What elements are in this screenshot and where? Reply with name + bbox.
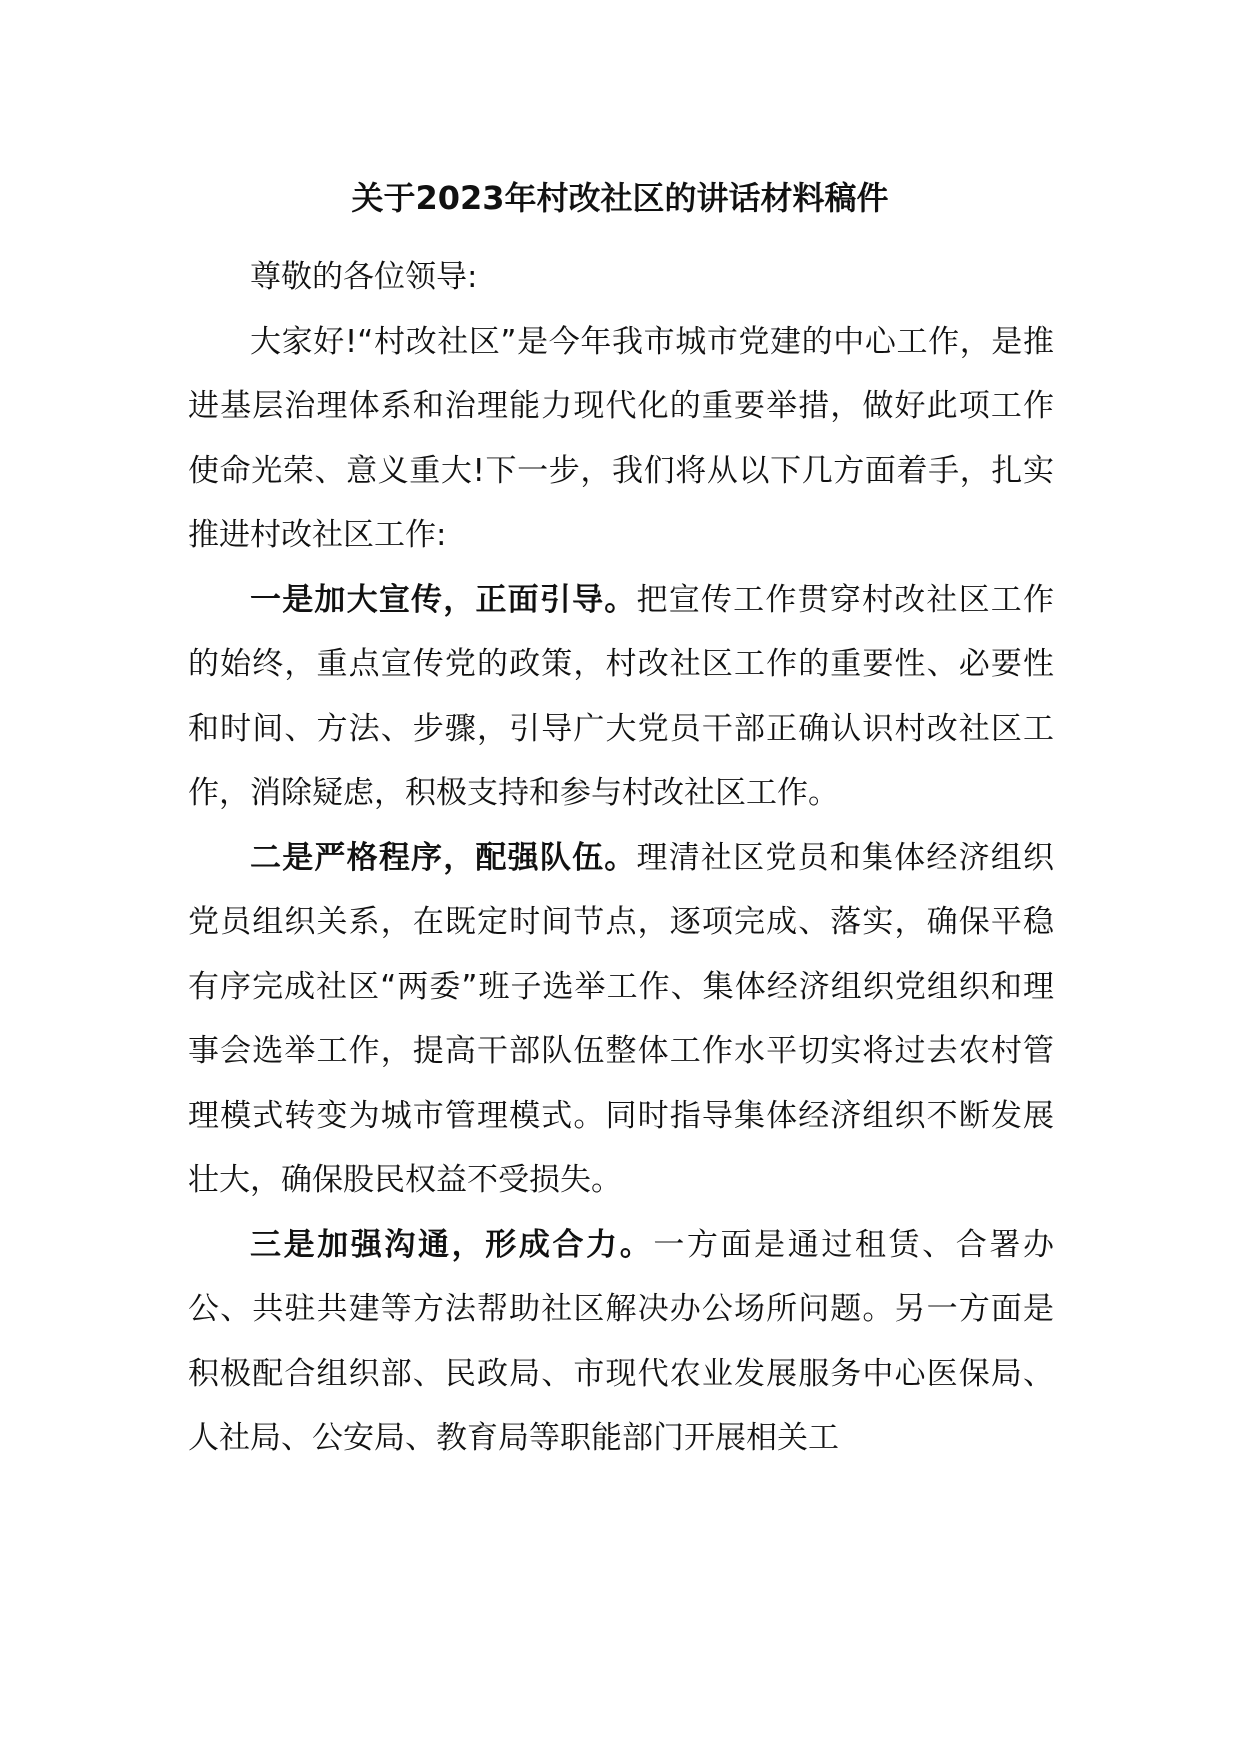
salutation: 尊敬的各位领导:	[250, 259, 478, 295]
section-text-3: 一方面是通过租赁、合署办公、共驻共建等方法帮助社区解决办公场所问题。另一方面是积极配合组织部、民政局、市现代农业发展服务中心医保局、人社局、公安局、教育局等职能部门开展相关工	[188, 1226, 1055, 1456]
section-text-1: 把宣传工作贯穿村改社区工作的始终，重点宣传党的政策，村改社区工作的重要性、必要性和时间、方法、步骤，引导广大党员干部正确认识村改社区工作，消除疑虑，积极支持和参与村改社区工作。	[188, 581, 1054, 811]
document-body	[188, 245, 1054, 1471]
document-title: 关于2023年村改社区的讲话材料稿件	[351, 179, 889, 217]
section-paragraph-1	[188, 568, 1054, 826]
section-paragraph-2	[188, 826, 1054, 1213]
intro-paragraph: 大家好!“村改社区”是今年我市城市党建的中心工作，是推进基层治理体系和治理能力现代化的重要举措，做好此项工作使命光荣、意义重大!下一步，我们将从以下几方面着手，扎实推进村改社区工作:	[188, 323, 1054, 553]
section-lead-3: 三是加强沟通，形成合力。	[250, 1226, 654, 1263]
section-lead-1: 一是加大宣传，正面引导。	[250, 581, 637, 618]
section-paragraph-3	[188, 1213, 1054, 1471]
section-lead-2: 二是严格程序，配强队伍。	[250, 839, 637, 876]
section-text-2: 理清社区党员和集体经济组织党员组织关系，在既定时间节点，逐项完成、落实，确保平稳有序完成社区“两委”班子选举工作、集体经济组织党组织和理事会选举工作，提高干部队伍整体工作水平切实将过去农村管理模式转变为城市管理模式。同时指导集体经济组织不断发展壮大，确保股民权益不受损失。	[188, 839, 1054, 1198]
